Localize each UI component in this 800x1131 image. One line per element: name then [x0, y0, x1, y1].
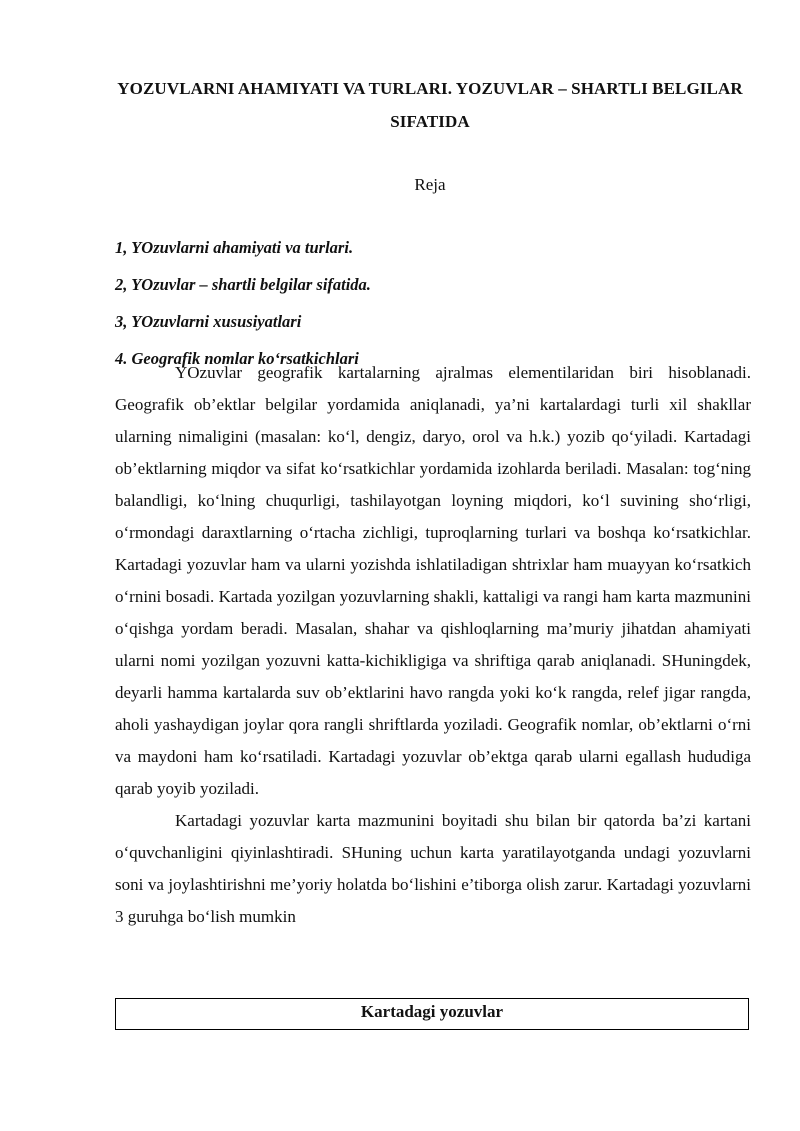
plan-item: 2, YOzuvlar – shartli belgilar sifatida.: [115, 275, 371, 294]
table-header-cell: Kartadagi yozuvlar: [360, 1002, 504, 1021]
document-title: YOZUVLARNI AHAMIYATI VA TURLARI. YOZUVLAR – SHARTLI BELGILAR SIFATIDA: [117, 79, 743, 131]
table: [115, 998, 749, 1030]
paragraph: Kartadagi yozuvlar karta mazmunini boyitadi shu bilan bir qatorda ba’zi kartani o‘quvchanligini qiyinlashtiradi. SHuning uchun karta yaratilayotganda undagi yozuvlarni soni va joylashtirishni me’yoriy holatda bo‘lishini e’tiborga olish zarur. Kartadagi yozuvlarni 3 guruhga bo‘lish mumkin: [115, 811, 751, 926]
plan-item: 1, YOzuvlarni ahamiyati va turlari.: [115, 238, 354, 257]
plan-heading: Reja: [414, 175, 446, 194]
plan-item: 4. Geografik nomlar ko‘rsatkichlari: [115, 349, 359, 368]
paragraph: YOzuvlar geografik kartalarning ajralmas elementilaridan biri hisoblanadi. Geografik ob’ektlar belgilar yordamida aniqlanadi, ya’ni kartalardagi turli xil shakllar ularning nimaligini (masalan: ko‘l, dengiz, daryo, orol va h.k.) yozib qo‘yiladi. Kartadagi ob’ektlarning miqdor va sifat ko‘rsatkichlar yordamida izohlarda beriladi. Masalan: tog‘ning balandligi, ko‘lning chuqurligi, tashilayotgan loyning miqdori, ko‘l suvining sho‘rligi, o‘rmondagi daraxtlarning o‘rtacha zichligi, tuproqlarning turlari va boshqa ko‘rsatkichlar. Kartadagi yozuvlar ham va ularni yozishda ishlatiladigan shtrixlar ham muayyan ko‘rsatkich o‘rnini bosadi. Kartada yozilgan yozuvlarning shakli, kattaligi va rangi ham karta mazmunini o‘qishga yordam beradi. Masalan, shahar va qishloqlarning ma’muriy jihatdan ahamiyati ularni nomi yozilgan yozuvni katta-kichikligiga va shriftiga qarab aniqlanadi. SHuningdek, deyarli hamma kartalarda suv ob’ektlarini havo rangda yoki ko‘k rangda, relef jigar rangda, aholi yashaydigan joylar qora rangli shriftlarda yoziladi. Geografik nomlar, ob’ektlarni o‘rni va maydoni ham ko‘rsatiladi. Kartadagi yozuvlar ob’ektga qarab ularni egallash hududiga qarab yoyib yoziladi.: [115, 363, 751, 798]
body-text: [115, 357, 751, 933]
plan-item: 3, YOzuvlarni xususiyatlari: [115, 312, 302, 331]
